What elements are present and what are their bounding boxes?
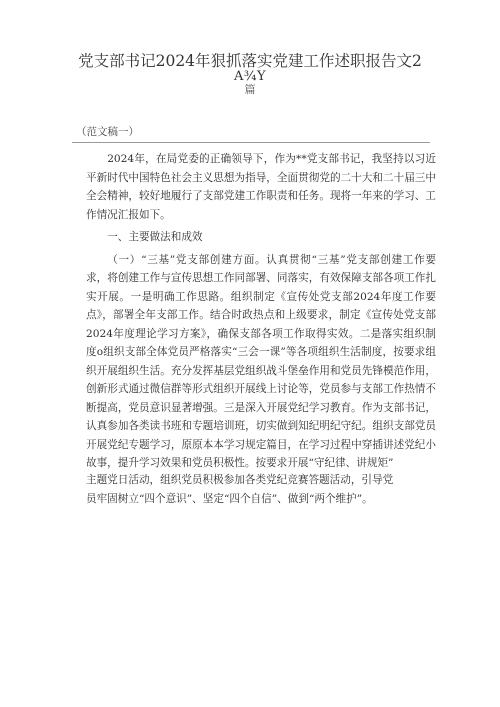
title-line-garbled: A¾Y: [233, 69, 267, 84]
title-line-main: 党支部书记2024年狠抓落实党建工作述职报告文2: [78, 52, 422, 70]
section-heading: 一、主要做法和成效: [107, 231, 203, 243]
paragraph-intro: 2024年，在局党委的正确领导下，作为**党支部书记，我坚持以习近平新时代中国特色社会主义思想为指导，全面贯彻党的二十大和二十届三中全会精神，较好地履行了支部党建工作职责和任务。现将一年来的学习、工作情况汇报如下。: [86, 153, 436, 221]
document-title: [60, 52, 440, 96]
title-line-tail: 篇: [244, 83, 256, 96]
body-text: [86, 150, 436, 507]
divider-line: [72, 142, 430, 143]
paragraph-line-continuation-2: 员牢固树立“四个意识”、坚定“四个自信”、做到“两个维护”。: [86, 492, 373, 505]
paragraph-line-continuation-1: 主题党日活动，组织党员积极参加各类党纪竞赛答题活动，引导党: [86, 473, 394, 486]
section-label: （范文稿一）: [76, 126, 139, 138]
paragraph-party-branch: （一）“三基”党支部创建方面。认真贯彻“三基”党支部创建工作要求，将创建工作与宣传思想工作同部署、同落实，有效保障支部各项工作扎实开展。一是明确工作思路。组织制定《宣传处党支部2024年度工作要点》，部署全年支部工作。结合时政热点和上级要求，制定《宣传处党支部2024年度理论学习方案》，确保支部各项工作取得实效。二是落实组织制度o组织支部全体党员严格落实“三会一课”等各项组织生活制度，按要求组织开展组织生活。充分发挥基层党组织战斗堡垒作用和党员先锋模范作用，创新形式通过微信群等形式组织开展线上讨论等，党员参与支部工作热情不断提高，党员意识显著增强。三是深入开展党纪学习教育。作为支部书记，认真参加各类读书班和专题培训班，切实做到知纪明纪守纪。组织支部党员开展党纪专题学习，原原本本学习规定篇目，在学习过程中穿插讲述党纪小故事，提升学习效果和党员积极性。按要求开展“守纪律、讲规矩”: [86, 253, 436, 469]
